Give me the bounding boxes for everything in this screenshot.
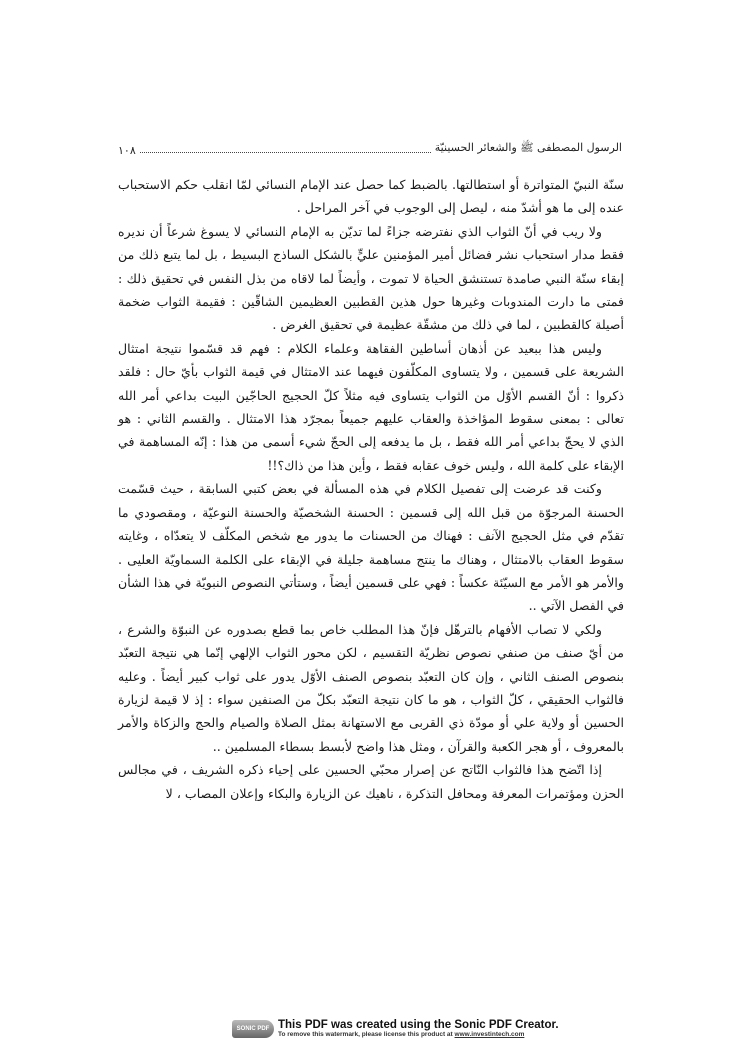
paragraph: ولكي لا تصاب الأفهام بالترهّل فإنّ هذا المطلب خاص بما قطع بصدوره عن النبوّة والشرع ، من أيّ صنف من صنفي نصوص نظريّة التقسيم ، لكن محور الثواب الإلهي إنّما هي نتيجة التعبّد بنصوص الصنف الثاني ، وإن كان التعبّد بنصوص الصنف الأوّل يدور على ثواب كبير أيضاً . وعليه فالثواب الحقيقي ، كلّ الثواب ، هو ما كان نتيجة التعبّد بكلّ من الصنفين سواء : إذ لا قيمة لزيارة الحسين أو ولاية علي أو مودّة ذي القربى مع الاستهانة بمثل الصلاة والصيام والحج والزكاة والأمر بالمعروف ، أو هجر الكعبة والقرآن ، ومثل هذا واضح لأبسط بسطاء المسلمين .. [118, 621, 624, 754]
watermark-line-2: To remove this watermark, please license this product at www.investintech.com [278, 1031, 525, 1038]
paragraph: ولا ريب في أنّ الثواب الذي نفترضه جزاءً لما تديّن به الإمام النسائي لا يسوغ شرعاً أن نديره فقط مدار استحباب نشر فضائل أمير المؤمنين عليٍّ بالشكل الساذج البسيط ، بل لما يتبع ذلك من إبقاء سنّة النبي صامدة تستنشق الحياة لا تموت ، وأيضاً لما لاقاه من بذل النفس في تحقيق ذلك : فمتى ما دارت المندوبات وغيرها حول هذين القطبين العظيمين الشاقّين : فقيمة الثواب ضخمة أصيلة كالقطبين ، لما في ذلك من مشقّة عظيمة في تحقيق الغرض . [118, 223, 624, 333]
paragraph: وكنت قد عرضت إلى تفصيل الكلام في هذه المسألة في بعض كتبي السابقة ، حيث قسّمت الحسنة المرجوّة من قبل الله إلى قسمين : الحسنة الشخصيّة والحسنة النوعيّة ، ومقصودي ما تقدّم في مثل الحجيج الآنف : فهناك من الحسنات ما يدور مع شخص المكلّف لا يتعدّاه ، وغايته سقوط العقاب بالامتثال ، وهناك ما ينتج مساهمة جليلة في الإبقاء على الكلمة السماويّة العليى . والأمر هو الأمر مع السيّئة عكساً : فهي على قسمين أيضاً ، وستأتي النصوص النبويّة في هذا الشأن في الفصل الآتي .. [118, 481, 624, 614]
paragraph: سنّة النبيّ المتواترة أو استطالتها. بالضبط كما حصل عند الإمام النسائي لمّا انقلب حكم الاستحباب عنده إلى ما هو أشدّ منه ، ليصل إلى الوجوب في آخر المراحل . [118, 177, 624, 216]
page-number: ١٠٨ [118, 144, 136, 157]
running-title: الرسول المصطفى ﷺ والشعائر الحسينيّة [434, 141, 622, 154]
pdf-watermark [232, 1019, 559, 1039]
header-dot-leader [140, 151, 431, 153]
investintech-link[interactable]: www.investintech.com [454, 1031, 525, 1038]
sonic-pdf-logo-icon: SONIC PDF [232, 1020, 274, 1038]
watermark-line-1: This PDF was created using the Sonic PDF Creator. [278, 1019, 559, 1031]
page-header [118, 137, 622, 157]
body-text [118, 173, 624, 805]
paragraph: وليس هذا ببعيد عن أذهان أساطين الفقاهة وعلماء الكلام : فهم قد قسّموا نتيجة امتثال الشريعة على قسمين ، ولا يتساوى المكلّفون فيهما عند الامتثال في قيمة الثواب بأيّ حال : فلقد ذكروا : أنّ القسم الأوّل من الثواب يتساوى فيه مثلاً كلّ الحجيج الحاجّين البيت بداعي أمر الله تعالى : بمعنى سقوط المؤاخذة والعقاب عليهم جميعاً بمجرّد هذا الامتثال . والقسم الثاني : هو الذي لا يحجّ بداعي أمر الله فقط ، بل ما يدفعه إلى الحجّ شيء أسمى من هذا : إنّه المساهمة في الإبقاء على كلمة الله ، وليس خوف عقابه فقط ، وأين هذا من ذاك؟!! [118, 340, 624, 473]
paragraph: إذا اتّضح هذا فالثواب النّاتج عن إصرار محبّي الحسين على إحياء ذكره الشريف ، في مجالس الحزن ومؤتمرات المعرفة ومحافل التذكرة ، ناهيك عن الزيارة والبكاء وإعلان المصاب ، لا [118, 762, 624, 801]
